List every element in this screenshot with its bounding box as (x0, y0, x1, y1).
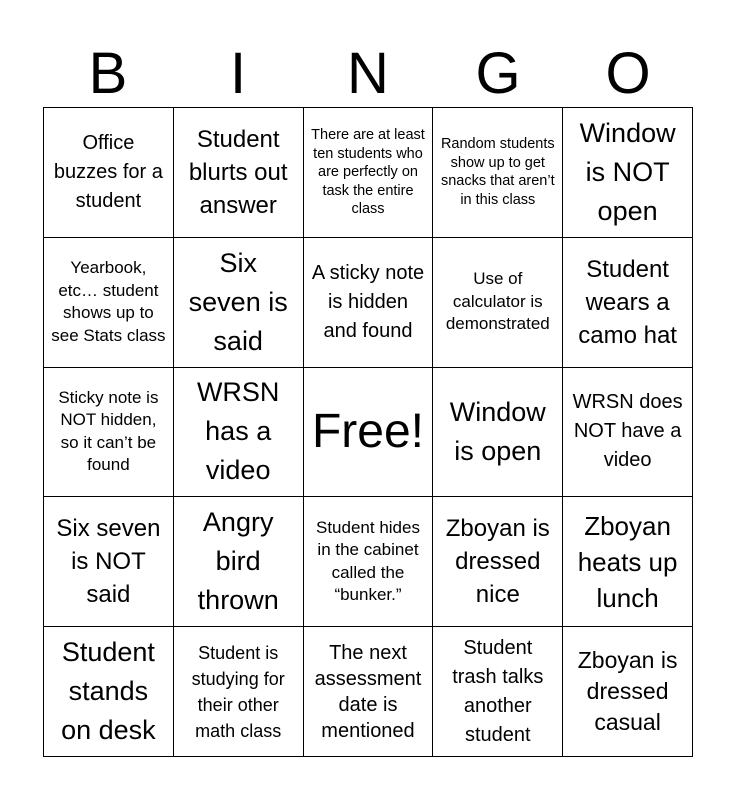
header-letter-b: B (88, 41, 128, 106)
cell-text: WRSN does NOT have a video (572, 391, 683, 472)
cell-text: Six seven is said (188, 247, 288, 356)
cell-text: Office buzzes for a student (53, 131, 163, 212)
cell-text: Student is studying for their other math class (191, 642, 285, 741)
cell-text: Six seven is NOT said (56, 515, 161, 609)
cell-text: Random students show up to get snacks that aren’t in this class (440, 136, 555, 208)
cell-text: Zboyan is dressed casual (577, 647, 678, 736)
cell-text: Use of calculator is demonstrated (445, 269, 550, 334)
bingo-cell-r5-c2[interactable] (174, 627, 304, 757)
bingo-cell-r3-c5[interactable] (563, 368, 693, 498)
cell-text: The next assessment date is mentioned (314, 641, 422, 742)
bingo-cell-r3-c2[interactable] (174, 368, 304, 498)
header-letter-n: N (347, 41, 389, 106)
header-letter-o: O (605, 41, 651, 106)
bingo-cell-r4-c1[interactable] (44, 497, 174, 627)
cell-text: Window is open (449, 396, 546, 466)
bingo-cell-r1-c5[interactable] (563, 108, 693, 238)
cell-text: Student stands on desk (61, 637, 156, 746)
bingo-card (43, 107, 693, 757)
bingo-cell-r2-c2[interactable] (174, 238, 304, 368)
cell-text: Student hides in the cabinet called the “bunker.” (316, 517, 420, 605)
bingo-cell-r3-c1[interactable] (44, 368, 174, 498)
free-space-text: Free! (311, 404, 424, 458)
bingo-cell-r1-c1[interactable] (44, 108, 174, 238)
bingo-cell-r5-c1[interactable] (44, 627, 174, 757)
cell-text: A sticky note is hidden and found (311, 261, 425, 342)
cell-text: Student blurts out answer (188, 125, 288, 219)
cell-text: There are at least ten students who are perfectly on task the entire class (311, 127, 425, 218)
cell-text: Zboyan heats up lunch (577, 510, 678, 613)
cell-text: Sticky note is NOT hidden, so it can’t be found (58, 387, 159, 475)
cell-text: Student wears a camo hat (578, 255, 677, 349)
cell-text: WRSN has a video (196, 377, 280, 486)
bingo-cell-r2-c5[interactable] (563, 238, 693, 368)
bingo-cell-r4-c3[interactable] (304, 497, 434, 627)
bingo-cell-free-space[interactable] (304, 368, 434, 498)
cell-text: Zboyan is dressed nice (445, 515, 550, 609)
cell-text: Angry bird thrown (197, 507, 279, 616)
bingo-cell-r1-c2[interactable] (174, 108, 304, 238)
bingo-cell-r1-c3[interactable] (304, 108, 434, 238)
header-letter-i: I (229, 41, 247, 106)
bingo-header (43, 41, 693, 106)
cell-text: Window is NOT open (579, 117, 676, 226)
bingo-cell-r5-c5[interactable] (563, 627, 693, 757)
bingo-cell-r4-c4[interactable] (433, 497, 563, 627)
bingo-cell-r5-c4[interactable] (433, 627, 563, 757)
cell-text: Yearbook, etc… student shows up to see Stats class (51, 258, 166, 345)
bingo-cell-r2-c3[interactable] (304, 238, 434, 368)
bingo-cell-r4-c2[interactable] (174, 497, 304, 627)
bingo-cell-r3-c4[interactable] (433, 368, 563, 498)
bingo-cell-r2-c1[interactable] (44, 238, 174, 368)
bingo-cell-r4-c5[interactable] (563, 497, 693, 627)
bingo-cell-r2-c4[interactable] (433, 238, 563, 368)
bingo-cell-r1-c4[interactable] (433, 108, 563, 238)
header-letter-g: G (475, 41, 521, 106)
cell-text: Student trash talks another student (452, 636, 544, 746)
bingo-cell-r5-c3[interactable] (304, 627, 434, 757)
